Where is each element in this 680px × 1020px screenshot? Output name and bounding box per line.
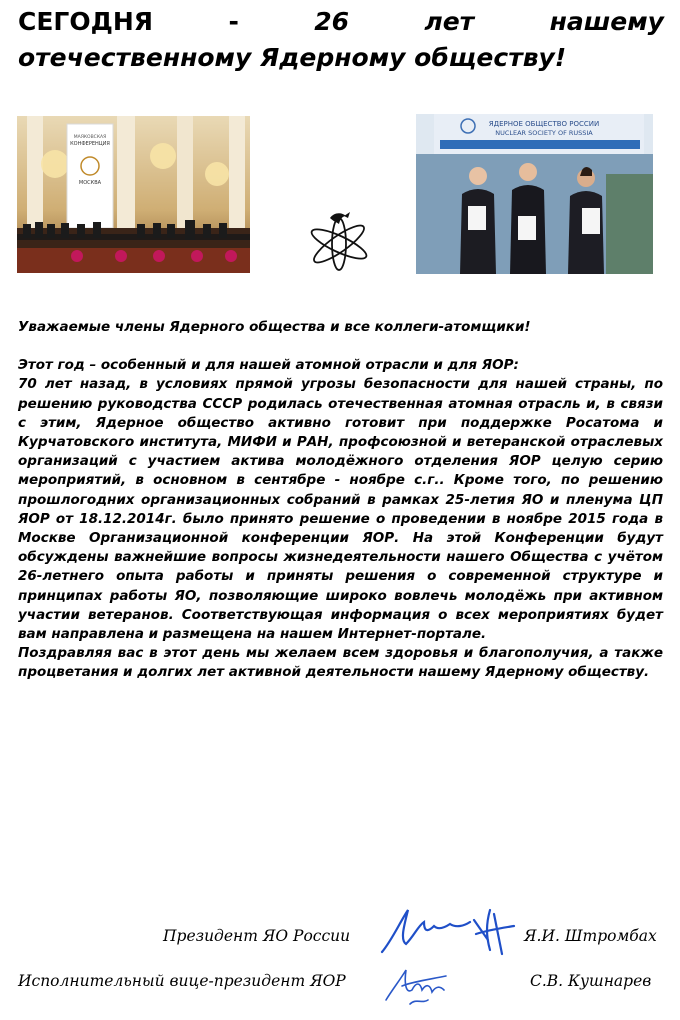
headline-word: СЕГОДНЯ [18,7,154,36]
banner-text: МАЯКОВСКАЯ [73,135,107,140]
headline-word: 26 [314,7,350,36]
signatory-title: Исполнительный вице-президент ЯОР [18,972,346,990]
headline-line-2: отечественному Ядерному обществу! [18,43,567,72]
banner-text: NUCLEAR SOCIETY OF RUSSIA [495,129,593,137]
banner-text: ЯДЕРНОЕ ОБЩЕСТВО РОССИИ [488,120,600,128]
signature-image [382,960,452,1012]
awardees-photo [416,114,653,274]
signature-image [378,900,518,960]
headline-word: нашему [549,7,664,36]
greeting: Уважаемые члены Ядерного общества и все коллеги-атомщики! [18,319,531,335]
signatory-name: С.В. Кушнарев [530,972,652,990]
letter-paragraph: Этот год – особенный и для нашей атомной отрасли и для ЯОР: [18,357,519,374]
letter-body [18,318,663,683]
headline [18,4,664,76]
headline-word: - [228,7,239,36]
headline-line-1 [18,4,664,40]
banner-text: КОНФЕРЕНЦИЯ [70,141,110,147]
banner-text: МОСКВА [78,180,102,186]
letter-paragraph: 70 лет назад, в условиях прямой угрозы безопасности для нашей страны, по решению руководства СССР родилась отечественная атомная отрасль и, в связи с этим, Ядерное общество активно готовит при поддержке Росатома и Курчатовского института, МИФИ и РАН, профсоюзной и ветеранской отраслевых организаций с участием актива молодёжного отделения ЯОР целую серию мероприятий, в основном в сентябре - ноябре с.г.. Кроме того, по решению прошлогодних организационных собраний в рамках 25-летия ЯО и пленума ЦП ЯОР от 18.12.2014г. было принято решение о проведении в ноябре 2015 года в Москве Организационной конференции ЯОР. На этой Конференции будут обсуждены важнейшие вопросы жизнедеятельности нашего Общества с учётом 26-летнего опыта работы и приняты решения о современной структуре и принципах работы ЯО, позволяющие широко вовлечь молодёжь при активном участии ветеранов. Соответствующая информация о всех мероприятиях будет вам направлена и размещена на нашем Интернет-портале. [18,376,663,643]
atom-dove-logo [306,208,372,272]
conference-hall-photo [17,116,250,273]
letter-paragraph: Поздравляя вас в этот день мы желаем всем здоровья и благополучия, а также процветания и долгих лет активной деятельности нашему Ядерному обществу. [18,645,663,681]
signatory-name: Я.И. Штромбах [524,927,657,945]
headline-word: лет [424,7,475,36]
signatory-title: Президент ЯО России [163,927,351,945]
